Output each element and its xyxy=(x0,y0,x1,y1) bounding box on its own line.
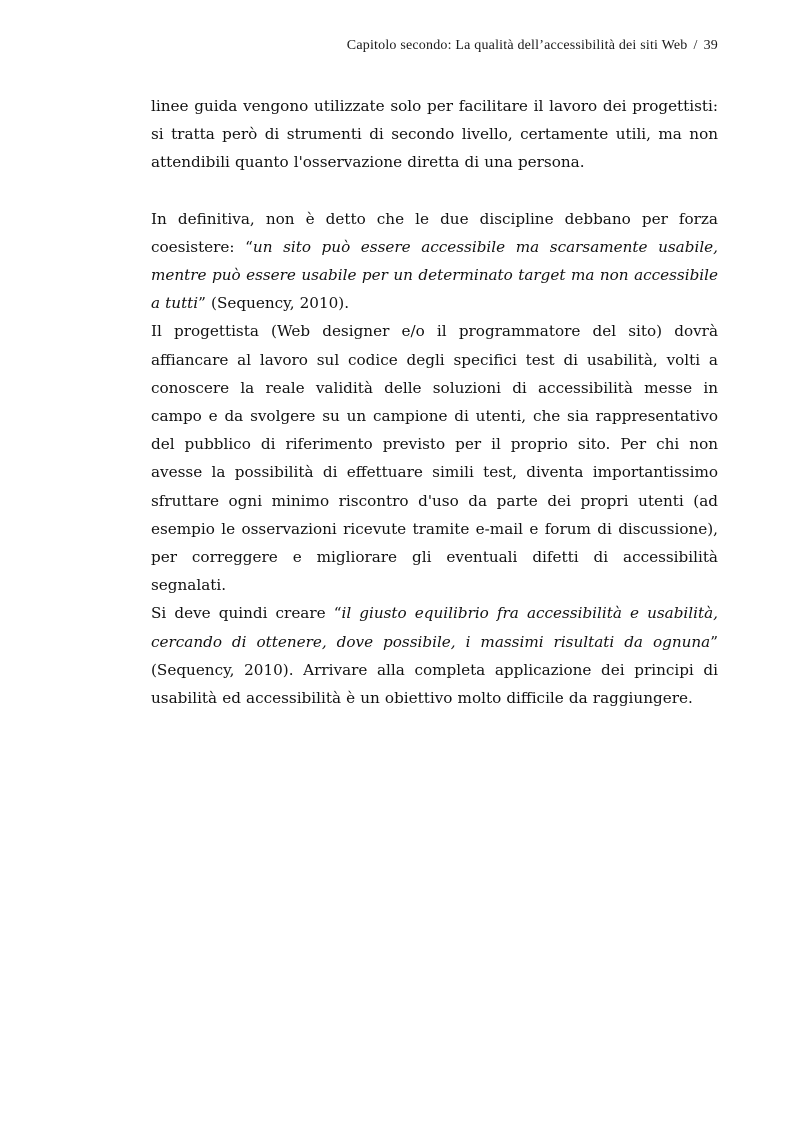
page-body xyxy=(151,92,718,712)
paragraph-4-text-before: Si deve quindi creare “ xyxy=(151,604,342,623)
paragraph-2-text-after: ” (Sequency, 2010). xyxy=(198,294,350,313)
paragraph-4 xyxy=(151,599,718,712)
header-separator: / xyxy=(693,38,698,53)
paragraph-4-quote: il giusto equilibrio fra accessibilità e usabilità, cercando di ottenere, dove possibile, i massimi risultati da ognuna xyxy=(151,604,718,651)
paragraph-2-quote: un sito può essere accessibile ma scarsamente usabile, mentre può essere usabile per un determinato target ma non accessibile a tutti xyxy=(151,237,718,313)
paragraph-3: Il progettista (Web designer e/o il programmatore del sito) dovrà affiancare al lavoro sul codice degli specifici test di usabilità, volti a conoscere la reale validità delle soluzioni di accessibilità messe in campo e da svolgere su un campione di utenti, che sia rappresentativo del pubblico di riferimento previsto per il proprio sito. Per chi non avesse la possibilità di effettuare simili test, diventa importantissimo sfruttare ogni minimo riscontro d'uso da parte dei propri utenti (ad esempio le osservazioni ricevute tramite e-mail e forum di discussione), per correggere e migliorare gli eventuali difetti di accessibilità segnalati. xyxy=(151,322,718,595)
paragraph-1: linee guida vengono utilizzate solo per facilitare il lavoro dei progettisti: si tratta però di strumenti di secondo livello, certamente utili, ma non attendibili quanto l'osservazione diretta di una persona. xyxy=(151,97,718,172)
paragraph-4-text-after: ” (Sequency, 2010). Arrivare alla completa applicazione dei principi di usabilità ed accessibilità è un obiettivo molto difficile da raggiungere. xyxy=(151,632,718,708)
page-number: 39 xyxy=(703,38,718,53)
chapter-title: Capitolo secondo: La qualità dell’accessibilità dei siti Web xyxy=(346,38,688,53)
paragraph-2-text-before: In definitiva, non è detto che le due discipline debbano per forza coesistere: “ xyxy=(151,209,718,256)
running-header xyxy=(347,38,718,54)
paragraph-2 xyxy=(151,205,718,318)
